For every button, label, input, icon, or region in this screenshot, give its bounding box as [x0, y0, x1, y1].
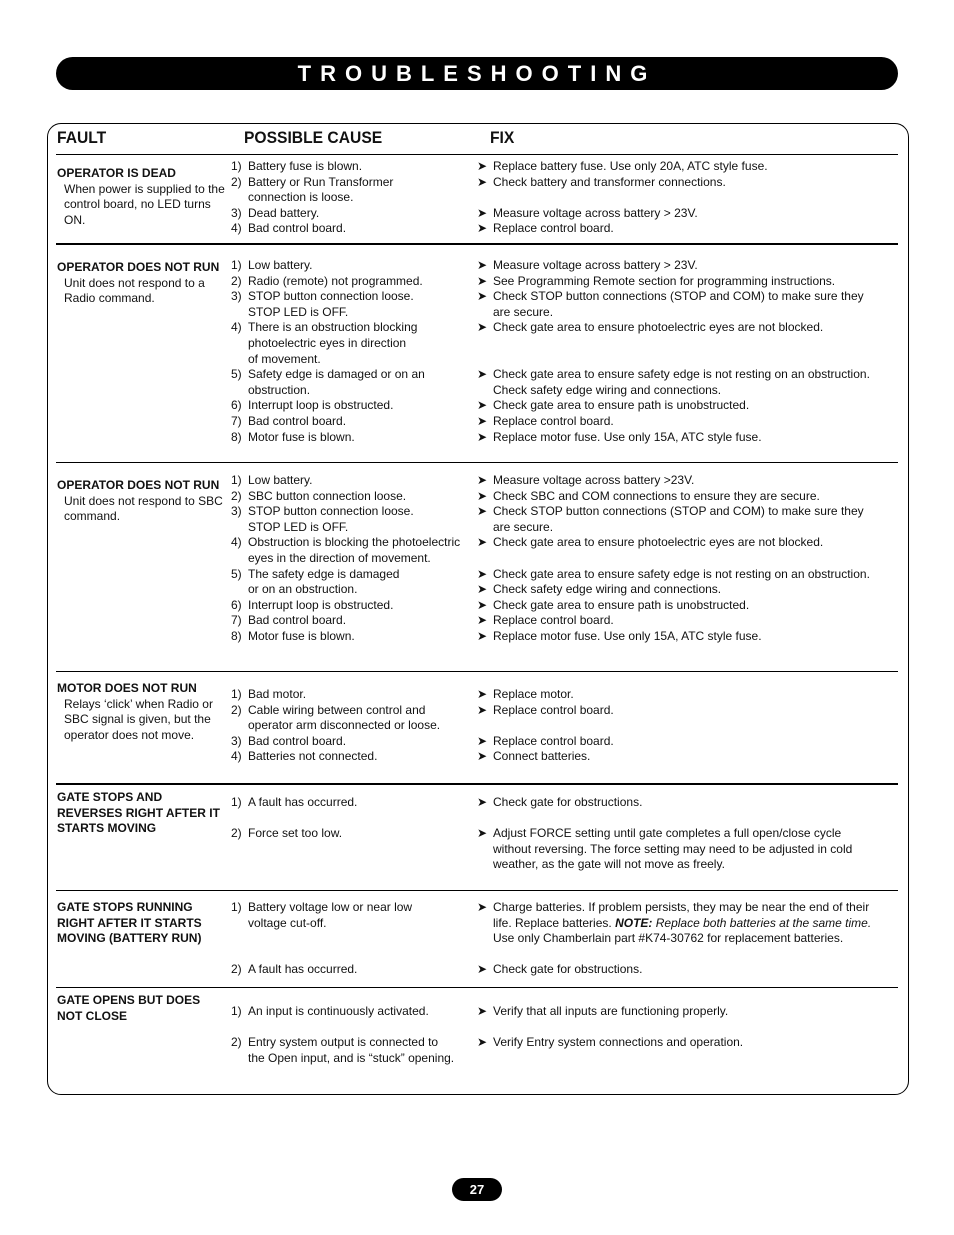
cause-text: or on an obstruction.: [248, 582, 358, 597]
fix-item: [477, 1004, 892, 1020]
fix-item: [477, 703, 892, 719]
cause-item: [231, 962, 476, 978]
fault-description: Unit does not respond to SBC command.: [64, 493, 223, 523]
cause-text: Motor fuse is blown.: [248, 628, 355, 643]
row-divider: [56, 783, 898, 785]
row-divider: [56, 462, 898, 463]
cause-number: 3): [231, 733, 242, 748]
fault-cell: [57, 681, 225, 743]
cause-text: Low battery.: [248, 473, 313, 487]
fix-text: [477, 916, 892, 932]
spacer: [231, 947, 476, 963]
cause-text: STOP LED is OFF.: [248, 519, 349, 534]
cause-item: [231, 504, 476, 520]
cause-item: [231, 274, 476, 290]
cause-text: Bad control board.: [248, 613, 347, 628]
fault-description: Unit does not respond to a Radio command.: [64, 275, 205, 305]
cause-number: 5): [231, 566, 242, 581]
cause-number: 2): [231, 826, 242, 841]
fix-item: [477, 900, 892, 916]
fix-cell: [477, 900, 892, 978]
fix-cell: [477, 687, 892, 765]
cause-item: [231, 629, 476, 645]
header-divider: [56, 154, 898, 155]
cause-number: 1): [231, 900, 242, 914]
cause-text: Motor fuse is blown.: [248, 429, 355, 444]
fix-item: [477, 1035, 892, 1051]
fix-text: Replace battery fuse. Use only 20A, ATC style fuse.: [493, 159, 768, 173]
cause-text: obstruction.: [248, 382, 311, 397]
arrow-icon: ➤: [477, 273, 488, 288]
spacer: [477, 336, 892, 352]
cause-text: An input is continuously activated.: [248, 1004, 429, 1018]
fix-item: [477, 826, 892, 842]
fix-item: [477, 489, 892, 505]
spacer: [477, 352, 892, 368]
fix-text: Check gate for obstructions.: [493, 795, 643, 809]
cause-text: Dead battery.: [248, 205, 320, 220]
fix-item: [477, 320, 892, 336]
fix-text: Verify that all inputs are functioning properly.: [493, 1004, 729, 1018]
fix-text: Replace control board.: [493, 221, 614, 236]
cause-item: [231, 734, 476, 750]
fix-item: [477, 430, 892, 446]
fix-text: Measure voltage across battery > 23V.: [493, 205, 698, 220]
cause-item: [231, 258, 476, 274]
cause-text: Obstruction is blocking the photoelectric: [248, 535, 461, 550]
arrow-icon: ➤: [477, 628, 488, 643]
fix-text: Check STOP button connections (STOP and COM) to make sure they: [493, 504, 864, 519]
cause-item: [231, 1004, 476, 1020]
cause-item: [231, 320, 476, 336]
cause-number: 3): [231, 289, 242, 304]
cause-text: voltage cut-off.: [248, 915, 327, 930]
fix-item: [477, 258, 892, 274]
arrow-icon: ➤: [477, 205, 488, 220]
cause-cell: [231, 473, 476, 645]
fix-text: Check gate area to ensure path is unobstructed.: [493, 597, 750, 612]
fix-text: Check gate area to ensure photoelectric eyes are not blocked.: [493, 535, 824, 550]
cause-number: 7): [231, 613, 242, 628]
fix-text: Connect batteries.: [493, 749, 591, 764]
fault-title: OPERATOR DOES NOT RUN: [57, 478, 220, 492]
cause-text: Entry system output is connected to: [248, 1035, 439, 1050]
header-fix: FIX: [490, 128, 515, 147]
arrow-icon: ➤: [477, 1035, 488, 1050]
arrow-icon: ➤: [477, 289, 488, 304]
fix-item: [477, 795, 892, 811]
fix-item: [477, 206, 892, 222]
fix-text: Check safety edge wiring and connections.: [493, 582, 722, 597]
cause-number: 1): [231, 473, 242, 487]
fix-text: Replace control board.: [493, 613, 614, 628]
cause-number: 3): [231, 504, 242, 519]
cause-item: [231, 414, 476, 430]
fix-item: [477, 749, 892, 765]
fix-text: life. Replace batteries.: [493, 915, 616, 930]
cause-number: 4): [231, 749, 242, 764]
arrow-icon: ➤: [477, 367, 488, 382]
arrow-icon: ➤: [477, 900, 488, 914]
fault-title: GATE STOPS AND REVERSES RIGHT AFTER IT STARTS MOVING: [57, 790, 220, 835]
fix-item: [477, 221, 892, 237]
fix-item: [477, 175, 892, 191]
fix-cell: [477, 795, 892, 873]
arrow-icon: ➤: [477, 258, 488, 272]
fix-text: Replace motor.: [493, 687, 574, 701]
spacer: [477, 190, 892, 206]
cause-item: [231, 430, 476, 446]
fix-item: [477, 613, 892, 629]
fix-item: [477, 289, 892, 305]
row-divider: [56, 987, 898, 988]
fix-text: are secure.: [493, 304, 554, 319]
fix-text: Check STOP button connections (STOP and COM) to make sure they: [493, 289, 864, 304]
cause-number: 1): [231, 687, 242, 701]
spacer: [231, 1020, 476, 1036]
cause-text: Interrupt loop is obstructed.: [248, 398, 394, 413]
cause-number: 1): [231, 795, 242, 809]
fix-item: [477, 629, 892, 645]
fault-cell: [57, 478, 225, 525]
header-fault: FAULT: [57, 128, 107, 147]
cause-text: Battery or Run Transformer: [248, 174, 394, 189]
cause-item: [231, 567, 476, 583]
fault-title: GATE OPENS BUT DOES NOT CLOSE: [57, 993, 201, 1023]
arrow-icon: ➤: [477, 702, 488, 717]
cause-number: 2): [231, 488, 242, 503]
arrow-icon: ➤: [477, 826, 488, 841]
cause-item: [231, 289, 476, 305]
fix-text: Replace control board.: [493, 413, 614, 428]
row-divider: [56, 671, 898, 672]
fault-cell: [57, 790, 225, 837]
cause-item: [231, 367, 476, 383]
arrow-icon: ➤: [477, 733, 488, 748]
arrow-icon: ➤: [477, 221, 488, 236]
header-cause: POSSIBLE CAUSE: [244, 128, 383, 147]
cause-item: [231, 613, 476, 629]
fault-cell: [57, 993, 225, 1024]
cause-text: STOP LED is OFF.: [248, 304, 349, 319]
page-number: 27: [452, 1178, 502, 1201]
arrow-icon: ➤: [477, 582, 488, 597]
cause-number: 2): [231, 962, 242, 977]
cause-item: [231, 598, 476, 614]
cause-text: operator arm disconnected or loose.: [248, 718, 441, 733]
fix-text: weather, as the gate will not move as freely.: [493, 857, 725, 872]
fault-description: Relays ‘click’ when Radio or SBC signal is given, but the operator does not move.: [64, 696, 213, 742]
fix-item: [477, 473, 892, 489]
fix-text: Replace motor fuse. Use only 15A, ATC style fuse.: [493, 628, 762, 643]
arrow-icon: ➤: [477, 504, 488, 519]
cause-number: 2): [231, 174, 242, 189]
fault-title: OPERATOR DOES NOT RUN: [57, 260, 220, 274]
title-bar: [56, 57, 898, 90]
cause-item: [231, 1035, 476, 1051]
cause-number: 8): [231, 628, 242, 643]
cause-number: 8): [231, 429, 242, 444]
arrow-icon: ➤: [477, 398, 488, 413]
fix-cell: [477, 159, 892, 237]
cause-text: of movement.: [248, 351, 321, 366]
fix-item: [477, 582, 892, 598]
row-divider: [56, 243, 898, 245]
cause-number: 5): [231, 367, 242, 382]
fault-cell: [57, 900, 225, 947]
cause-text: STOP button connection loose.: [248, 504, 414, 519]
arrow-icon: ➤: [477, 413, 488, 428]
arrow-icon: ➤: [477, 749, 488, 764]
fault-title: OPERATOR IS DEAD: [57, 166, 176, 180]
spacer: [231, 811, 476, 827]
cause-text: A fault has occurred.: [248, 795, 358, 809]
arrow-icon: ➤: [477, 535, 488, 550]
cause-number: 4): [231, 320, 242, 335]
cause-cell: [231, 1004, 476, 1066]
fix-item: [477, 734, 892, 750]
fix-text: Measure voltage across battery >23V.: [493, 473, 695, 487]
cause-text: Radio (remote) not programmed.: [248, 273, 423, 288]
cause-item: [231, 687, 476, 703]
fix-text: Adjust FORCE setting until gate completes a full open/close cycle: [493, 826, 842, 841]
cause-text: Low battery.: [248, 258, 313, 272]
fix-item: [477, 567, 892, 583]
spacer: [477, 811, 892, 827]
fix-text: Verify Entry system connections and operation.: [493, 1035, 744, 1050]
fix-cell: [477, 473, 892, 645]
cause-number: 4): [231, 221, 242, 236]
cause-number: 7): [231, 413, 242, 428]
cause-text: Bad motor.: [248, 687, 307, 701]
cause-text: Safety edge is damaged or on an: [248, 367, 425, 382]
cause-number: 6): [231, 398, 242, 413]
fix-text: Check gate for obstructions.: [493, 962, 643, 977]
fix-item: [477, 598, 892, 614]
arrow-icon: ➤: [477, 566, 488, 581]
cause-cell: [231, 258, 476, 445]
fault-cell: [57, 166, 225, 228]
arrow-icon: ➤: [477, 795, 488, 809]
cause-item: [231, 900, 476, 916]
cause-text: Bad control board.: [248, 221, 347, 236]
fault-title: MOTOR DOES NOT RUN: [57, 681, 197, 695]
cause-cell: [231, 687, 476, 765]
fix-item: [477, 367, 892, 383]
arrow-icon: ➤: [477, 473, 488, 487]
fix-item: [477, 962, 892, 978]
cause-text: A fault has occurred.: [248, 962, 358, 977]
cause-number: 6): [231, 597, 242, 612]
arrow-icon: ➤: [477, 962, 488, 977]
cause-number: 2): [231, 273, 242, 288]
fix-text: Charge batteries. If problem persists, they may be near the end of their: [493, 900, 870, 914]
cause-text: Battery fuse is blown.: [248, 159, 363, 173]
arrow-icon: ➤: [477, 159, 488, 173]
cause-item: [231, 159, 476, 175]
fix-cell: [477, 258, 892, 445]
cause-text: There is an obstruction blocking: [248, 320, 418, 335]
cause-text: Cable wiring between control and: [248, 702, 426, 717]
cause-number: 1): [231, 1004, 242, 1018]
cause-text: Battery voltage low or near low: [248, 900, 413, 914]
cause-item: [231, 489, 476, 505]
cause-text: SBC button connection loose.: [248, 488, 407, 503]
note-text: Replace both batteries at the same time.: [652, 915, 872, 930]
fix-text: Replace motor fuse. Use only 15A, ATC style fuse.: [493, 429, 762, 444]
cause-text: Bad control board.: [248, 733, 347, 748]
cause-item: [231, 703, 476, 719]
fix-cell: [477, 1004, 892, 1051]
cause-number: 1): [231, 258, 242, 272]
fix-item: [477, 687, 892, 703]
fix-text: Measure voltage across battery > 23V.: [493, 258, 698, 272]
fix-item: [477, 398, 892, 414]
arrow-icon: ➤: [477, 613, 488, 628]
fix-text: Check gate area to ensure photoelectric eyes are not blocked.: [493, 320, 824, 335]
fix-text: Check gate area to ensure safety edge is not resting on an obstruction.: [493, 566, 870, 581]
cause-item: [231, 221, 476, 237]
fix-item: [477, 159, 892, 175]
cause-cell: [231, 795, 476, 842]
cause-item: [231, 535, 476, 551]
cause-text: connection is loose.: [248, 190, 354, 205]
fix-text: are secure.: [493, 519, 554, 534]
fault-description: When power is supplied to the control board, no LED turns ON.: [64, 181, 225, 227]
spacer: [477, 718, 892, 734]
fix-text: Check gate area to ensure safety edge is not resting on an obstruction.: [493, 367, 870, 382]
arrow-icon: ➤: [477, 597, 488, 612]
note-label: NOTE:: [615, 915, 653, 930]
arrow-icon: ➤: [477, 1004, 488, 1018]
spacer: [231, 931, 476, 947]
cause-text: the Open input, and is “stuck” opening.: [248, 1050, 455, 1065]
fix-text: Check gate area to ensure path is unobstructed.: [493, 398, 750, 413]
arrow-icon: ➤: [477, 429, 488, 444]
cause-item: [231, 175, 476, 191]
cause-item: [231, 795, 476, 811]
fix-item: [477, 535, 892, 551]
row-divider: [56, 890, 898, 891]
fix-text: Check safety edge wiring and connections.: [493, 382, 722, 397]
arrow-icon: ➤: [477, 687, 488, 701]
cause-item: [231, 473, 476, 489]
fault-title: GATE STOPS RUNNING RIGHT AFTER IT STARTS MOVING (BATTERY RUN): [57, 900, 202, 945]
cause-text: Batteries not connected.: [248, 749, 378, 764]
arrow-icon: ➤: [477, 320, 488, 335]
page-title: TROUBLESHOOTING: [297, 60, 657, 86]
fix-text: Check SBC and COM connections to ensure they are secure.: [493, 488, 820, 503]
fault-cell: [57, 260, 225, 307]
cause-number: 4): [231, 535, 242, 550]
cause-text: eyes in the direction of movement.: [248, 550, 431, 565]
cause-number: 3): [231, 205, 242, 220]
cause-text: STOP button connection loose.: [248, 289, 414, 304]
cause-text: Force set too low.: [248, 826, 343, 841]
fix-text: Check battery and transformer connections.: [493, 174, 726, 189]
fix-item: [477, 414, 892, 430]
fix-text: Use only Chamberlain part #K74-30762 for replacement batteries.: [493, 931, 844, 946]
cause-item: [231, 749, 476, 765]
fix-text: See Programming Remote section for programming instructions.: [493, 273, 836, 288]
cause-item: [231, 206, 476, 222]
fix-item: [477, 274, 892, 290]
cause-cell: [231, 900, 476, 978]
spacer: [477, 1020, 892, 1036]
cause-cell: [231, 159, 476, 237]
spacer: [477, 947, 892, 963]
arrow-icon: ➤: [477, 174, 488, 189]
fix-item: [477, 504, 892, 520]
cause-text: Interrupt loop is obstructed.: [248, 597, 394, 612]
cause-item: [231, 398, 476, 414]
fix-text: without reversing. The force setting may need to be adjusted in cold: [493, 841, 853, 856]
cause-number: 2): [231, 1035, 242, 1050]
cause-item: [231, 826, 476, 842]
cause-text: The safety edge is damaged: [248, 566, 400, 581]
fix-text: Replace control board.: [493, 702, 614, 717]
cause-number: 1): [231, 159, 242, 173]
cause-number: 2): [231, 702, 242, 717]
arrow-icon: ➤: [477, 488, 488, 503]
cause-text: photoelectric eyes in direction: [248, 335, 407, 350]
spacer: [477, 551, 892, 567]
cause-text: Bad control board.: [248, 413, 347, 428]
fix-text: Replace control board.: [493, 733, 614, 748]
